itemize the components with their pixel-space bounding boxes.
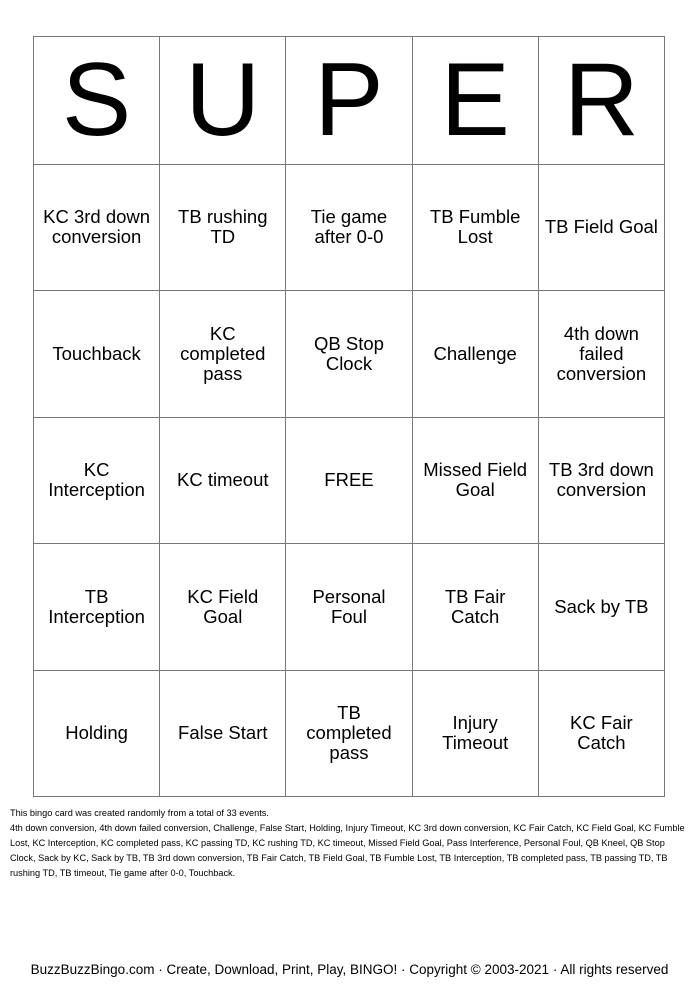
bingo-row	[34, 291, 665, 418]
card-info-intro: This bingo card was created randomly from a total of 33 events.	[10, 808, 269, 818]
bingo-cell: Touchback	[34, 291, 160, 418]
card-info-events: 4th down conversion, 4th down failed conversion, Challenge, False Start, Holding, Injury Timeout, KC 3rd down conversion, KC Fair Catch, KC Field Goal, KC Fumble Lost, KC Interception, KC completed pass, KC passing TD, KC rushing TD, KC timeout, Missed Field Goal, Pass Interference, Personal Foul, QB Kneel, QB Stop Clock, Sack by KC, Sack by TB, TB 3rd down conversion, TB Fair Catch, TB Field Goal, TB Fumble Lost, TB Interception, TB completed pass, TB passing TD, TB rushing TD, TB timeout, Tie game after 0-0, Touchback.	[10, 823, 685, 878]
card-info	[10, 806, 690, 881]
bingo-cell: KC Field Goal	[160, 544, 286, 671]
bingo-cell: Sack by TB	[538, 544, 664, 671]
bingo-cell: KC completed pass	[160, 291, 286, 418]
bingo-card	[33, 36, 665, 797]
header-letter: R	[538, 37, 664, 165]
header-letter: U	[160, 37, 286, 165]
bingo-cell: Injury Timeout	[412, 670, 538, 797]
bingo-cell: Personal Foul	[286, 544, 412, 671]
bingo-cell: KC 3rd down conversion	[34, 164, 160, 291]
header-letter: E	[412, 37, 538, 165]
bingo-cell: TB rushing TD	[160, 164, 286, 291]
bingo-cell: TB completed pass	[286, 670, 412, 797]
bingo-cell: QB Stop Clock	[286, 291, 412, 418]
bingo-cell: KC timeout	[160, 417, 286, 544]
bingo-cell: TB Field Goal	[538, 164, 664, 291]
bingo-cell: False Start	[160, 670, 286, 797]
bingo-cell: TB 3rd down conversion	[538, 417, 664, 544]
free-cell: FREE	[286, 417, 412, 544]
bingo-row	[34, 544, 665, 671]
bingo-cell: Missed Field Goal	[412, 417, 538, 544]
header-letter: S	[34, 37, 160, 165]
bingo-cell: 4th down failed conversion	[538, 291, 664, 418]
bingo-row	[34, 417, 665, 544]
bingo-cell: TB Interception	[34, 544, 160, 671]
header-letter: P	[286, 37, 412, 165]
bingo-cell: KC Fair Catch	[538, 670, 664, 797]
bingo-cell: Tie game after 0-0	[286, 164, 412, 291]
bingo-cell: Challenge	[412, 291, 538, 418]
bingo-row	[34, 670, 665, 797]
bingo-cell: TB Fair Catch	[412, 544, 538, 671]
bingo-cell: KC Interception	[34, 417, 160, 544]
bingo-row	[34, 164, 665, 291]
bingo-cell: Holding	[34, 670, 160, 797]
bingo-cell: TB Fumble Lost	[412, 164, 538, 291]
footer: BuzzBuzzBingo.com · Create, Download, Print, Play, BINGO! · Copyright © 2003-2021 · All rights reserved	[30, 962, 669, 977]
header-row	[34, 37, 665, 165]
